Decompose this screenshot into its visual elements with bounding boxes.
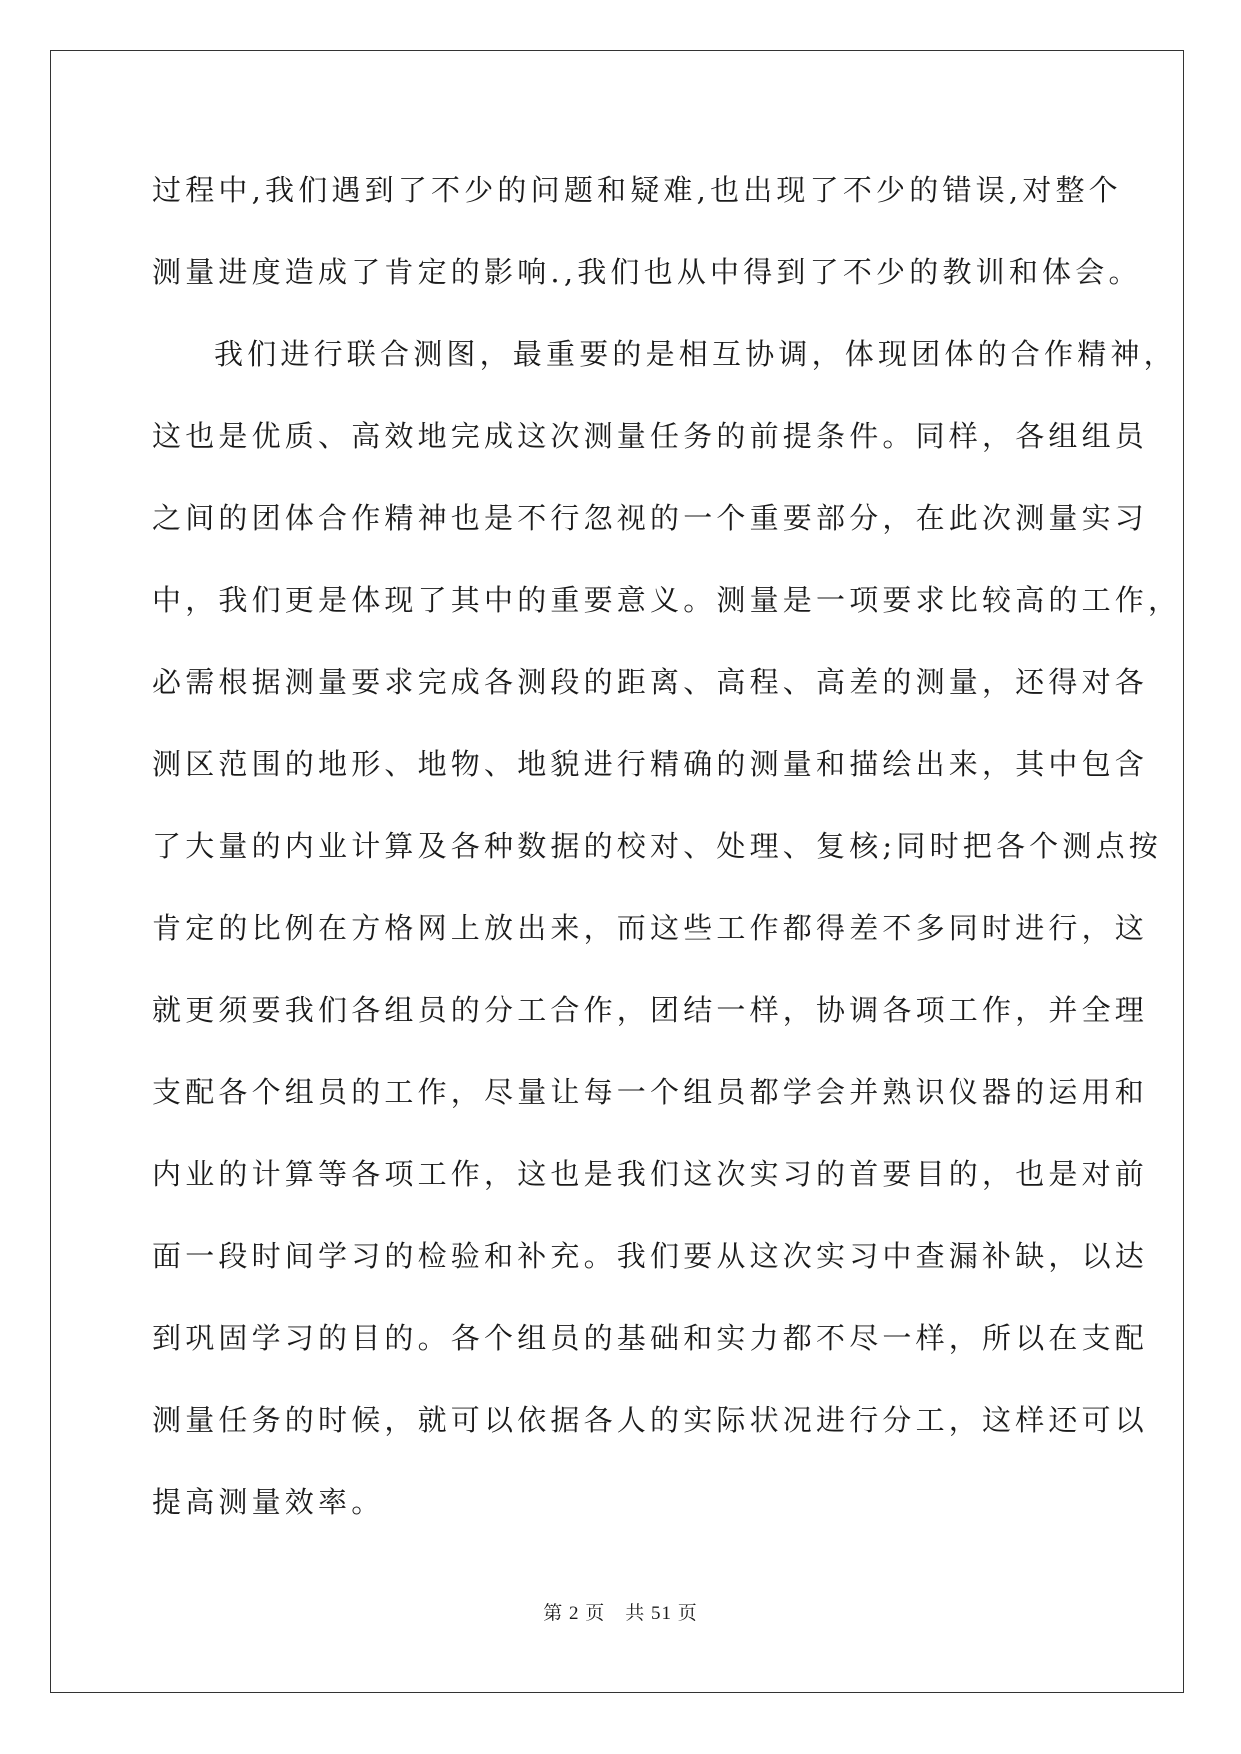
paragraph-2-line-9: 就更须要我们各组员的分工合作，团结一样，协调各项工作，并全理	[152, 993, 1149, 1027]
paragraph-2-line-5: 必需根据测量要求完成各测段的距离、高程、高差的测量，还得对各	[152, 665, 1149, 699]
paragraph-2-line-8: 肯定的比例在方格网上放出来，而这些工作都得差不多同时进行，这	[152, 911, 1149, 945]
paragraph-2-line-13: 到巩固学习的目的。各个组员的基础和实力都不尽一样，所以在支配	[152, 1321, 1149, 1355]
paragraph-2-line-11: 内业的计算等各项工作，这也是我们这次实习的首要目的，也是对前	[152, 1157, 1149, 1191]
page-number-footer: 第 2 页 共 51 页	[543, 1603, 698, 1624]
paragraph-2-line-3: 之间的团体合作精神也是不行忽视的一个重要部分，在此次测量实习	[152, 501, 1149, 535]
paragraph-1-line-1: 过程中,我们遇到了不少的问题和疑难,也出现了不少的错误,对整个	[152, 173, 1122, 207]
paragraph-2-line-10: 支配各个组员的工作，尽量让每一个组员都学会并熟识仪器的运用和	[152, 1075, 1149, 1109]
paragraph-1-line-2: 测量进度造成了肯定的影响.,我们也从中得到了不少的教训和体会。	[152, 255, 1142, 289]
paragraph-2-line-6: 测区范围的地形、地物、地貌进行精确的测量和描绘出来，其中包含	[152, 747, 1149, 781]
paragraph-2-line-15: 提高测量效率。	[152, 1485, 385, 1519]
paragraph-2-line-14: 测量任务的时候，就可以依据各人的实际状况进行分工，这样还可以	[152, 1403, 1149, 1437]
paragraph-2-line-4: 中，我们更是体现了其中的重要意义。测量是一项要求比较高的工作，	[152, 583, 1182, 617]
paragraph-2-line-1: 我们进行联合测图，最重要的是相互协调，体现团体的合作精神，	[214, 337, 1177, 371]
paragraph-2-line-2: 这也是优质、高效地完成这次测量任务的前提条件。同样，各组组员	[152, 419, 1149, 453]
paragraph-2-line-7: 了大量的内业计算及各种数据的校对、处理、复核;同时把各个测点按	[152, 829, 1162, 863]
document-body	[152, 160, 1182, 1554]
paragraph-2-line-12: 面一段时间学习的检验和补充。我们要从这次实习中查漏补缺，以达	[152, 1239, 1149, 1273]
